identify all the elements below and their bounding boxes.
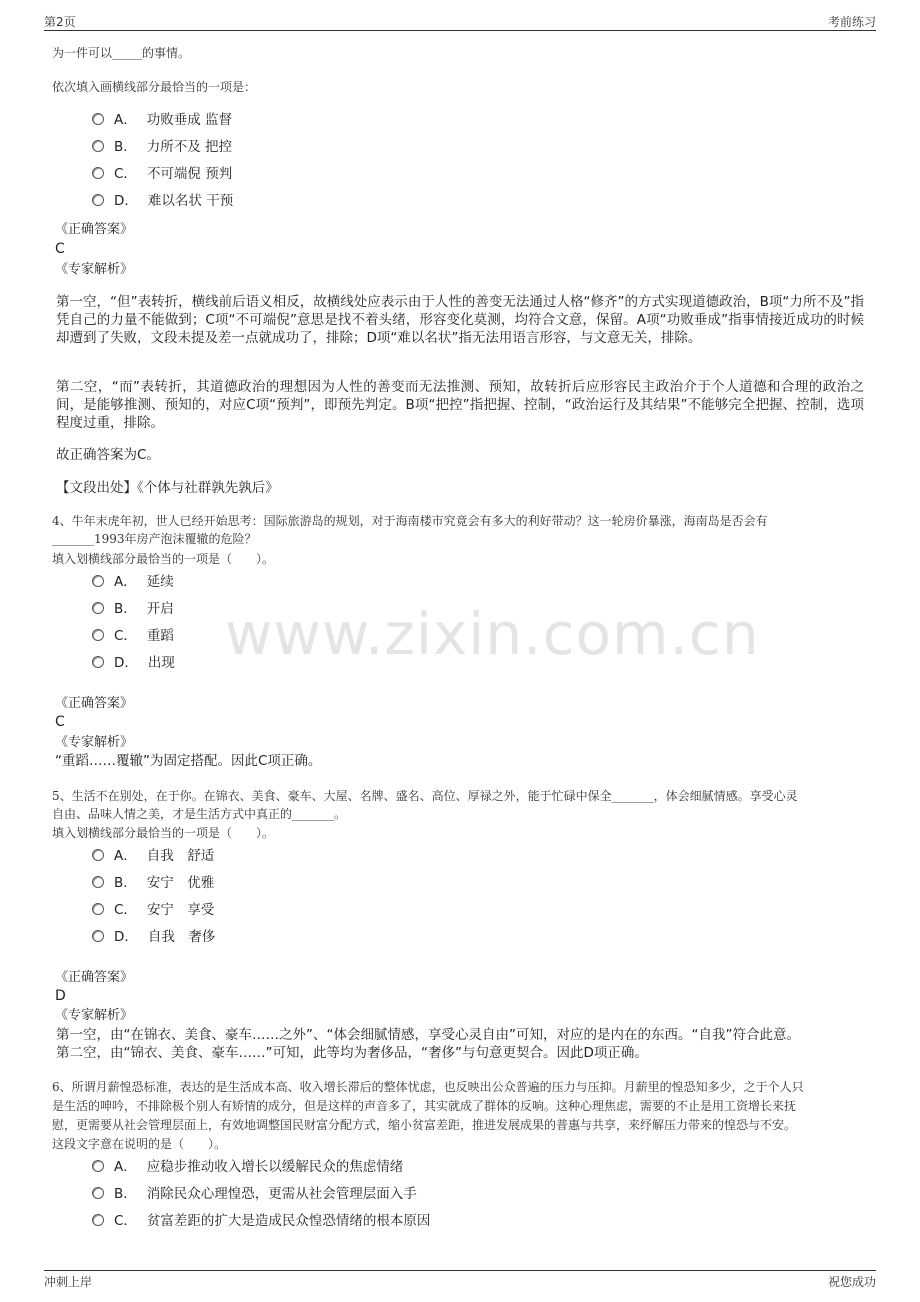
- q4-option-c[interactable]: C． 重蹈: [92, 626, 174, 646]
- radio-icon[interactable]: [92, 167, 104, 179]
- radio-icon[interactable]: [92, 602, 104, 614]
- q5-analysis-line-2: 第二空，由“锦衣、美食、豪车……”可知，此等均为奢侈品，“奢侈”与句意更契合。因此D项正确。: [56, 1045, 648, 1061]
- q3-option-b[interactable]: B． 力所不及 把控: [92, 137, 232, 157]
- q3-source: 【文段出处】《个体与社群孰先孰后》: [56, 480, 279, 496]
- q3-option-d[interactable]: D． 难以名状 干预: [92, 191, 233, 211]
- q5-answer: D: [55, 988, 66, 1004]
- page-header: [44, 10, 876, 31]
- radio-icon[interactable]: [92, 140, 104, 152]
- q5-prompt: 填入划横线部分最恰当的一项是（ ）。: [52, 826, 275, 840]
- radio-icon[interactable]: [92, 1187, 104, 1199]
- radio-icon[interactable]: [92, 656, 104, 668]
- q4-stem-line-1: 4、牛年末虎年初，世人已经开始思考：国际旅游岛的规划，对于海南楼市究竟会有多大的利好带动？这一轮房价暴涨，海南岛是否会有: [52, 514, 768, 528]
- q6-stem-line-1: 6、所谓月薪惶恐标准，表达的是生活成本高、收入增长滞后的整体忧虑，也反映出公众普遍的压力与压抑。月薪里的惶恐知多少，之于个人只: [52, 1080, 804, 1094]
- q4-option-d[interactable]: D． 出现: [92, 653, 175, 673]
- q5-analysis-heading: 《专家解析》: [55, 1008, 134, 1023]
- q3-answer-heading: 《正确答案》: [55, 222, 134, 237]
- q5-stem-line-1: 5、生活不在别处，在于你。在锦衣、美食、豪车、大屋、名牌、盛名、高位、厚禄之外，能于忙碌中保全_______，体会细腻情感。享受心灵: [52, 789, 798, 803]
- q5-option-d[interactable]: D． 自我 奢侈: [92, 927, 215, 947]
- q6-option-b[interactable]: B． 消除民众心理惶恐，更需从社会管理层面入手: [92, 1184, 417, 1204]
- q3-option-a[interactable]: A． 功败垂成 监督: [92, 110, 232, 130]
- q4-prompt: 填入划横线部分最恰当的一项是（ ）。: [52, 552, 275, 566]
- q5-stem-line-2: 自由、品味人情之美，才是生活方式中真正的_______。: [52, 807, 347, 821]
- q4-answer-heading: 《正确答案》: [55, 696, 134, 711]
- radio-icon[interactable]: [92, 575, 104, 587]
- q3-analysis-paragraph-1: 第一空，“但”表转折，横线前后语义相反，故横线处应表示由于人性的善变无法通过人格“修齐”的方式实现道德政治，B项“力所不及”指凭自己的力量不能做到；C项“不可端倪”意思是找不着头绪，形容变化莫测，均符合文意，保留。A项“功败垂成”指事情接近成功的时候却遭到了失败，文段未提及差一点就成功了，排除；D项“难以名状”指无法用语言形容，与文意无关，排除。: [56, 294, 864, 346]
- q5-option-c[interactable]: C． 安宁 享受: [92, 900, 214, 920]
- q6-stem-line-2: 是生活的呻吟，不排除极个别人有矫情的成分，但是这样的声音多了，其实就成了群体的反响。这种心理焦虑，需要的不止是用工资增长来抚: [52, 1099, 797, 1113]
- q4-stem-line-2: _______1993年房产泡沫覆辙的危险？: [52, 532, 257, 546]
- q3-conclusion: 故正确答案为C。: [56, 447, 160, 463]
- header-title: 考前练习: [827, 15, 876, 29]
- q3-prompt: 依次填入画横线部分最恰当的一项是：: [52, 80, 257, 94]
- q3-analysis-heading: 《专家解析》: [55, 262, 134, 277]
- radio-icon[interactable]: [92, 903, 104, 915]
- radio-icon[interactable]: [92, 1160, 104, 1172]
- q4-answer: C: [55, 714, 65, 730]
- radio-icon[interactable]: [92, 113, 104, 125]
- q3-option-c[interactable]: C． 不可端倪 预判: [92, 164, 232, 184]
- radio-icon[interactable]: [92, 930, 104, 942]
- radio-icon[interactable]: [92, 1214, 104, 1226]
- radio-icon[interactable]: [92, 629, 104, 641]
- footer-right-text: 祝您成功: [827, 1275, 876, 1289]
- footer-left-text: 冲刺上岸: [44, 1275, 93, 1289]
- q5-answer-heading: 《正确答案》: [55, 970, 134, 985]
- q3-analysis-paragraph-2: 第二空，“而”表转折，其道德政治的理想因为人性的善变而无法推测、预知，故转折后应形容民主政治介于个人道德和合理的政治之间，是能够推测、预知的，对应C项“预判”，即预先判定。B项“把控”指把握、控制，“政治运行及其结果”不能够完全把握、控制，选项程度过重，排除。: [56, 379, 864, 431]
- page-footer: [44, 1270, 876, 1293]
- q3-stem-tail: 为一件可以_____的事情。: [52, 46, 191, 60]
- radio-icon[interactable]: [92, 194, 104, 206]
- q4-option-b[interactable]: B． 开启: [92, 599, 174, 619]
- q4-analysis: “重蹈……覆辙”为固定搭配。因此C项正确。: [55, 753, 322, 769]
- q5-analysis-line-1: 第一空，由“在锦衣、美食、豪车……之外”、“体会细腻情感，享受心灵自由”可知，对应的是内在的东西。“自我”符合此意。: [56, 1027, 800, 1043]
- q6-stem-line-3: 慰，更需要从社会管理层面上，有效地调整国民财富分配方式，缩小贫富差距，推进发展成果的普惠与共享，来纾解压力带来的惶恐与不安。: [52, 1118, 797, 1132]
- q4-analysis-heading: 《专家解析》: [55, 735, 134, 750]
- page-number: 第2页: [44, 15, 76, 29]
- radio-icon[interactable]: [92, 849, 104, 861]
- q6-option-a[interactable]: A． 应稳步推动收入增长以缓解民众的焦虑情绪: [92, 1157, 403, 1177]
- watermark: www.zixin.com.cn: [225, 600, 760, 668]
- q5-option-a[interactable]: A． 自我 舒适: [92, 846, 214, 866]
- q4-option-a[interactable]: A． 延续: [92, 572, 174, 592]
- q3-answer: C: [55, 241, 65, 257]
- q5-option-b[interactable]: B． 安宁 优雅: [92, 873, 214, 893]
- radio-icon[interactable]: [92, 876, 104, 888]
- q6-option-c[interactable]: C． 贫富差距的扩大是造成民众惶恐情绪的根本原因: [92, 1211, 430, 1231]
- q6-prompt: 这段文字意在说明的是（ ）。: [52, 1137, 227, 1151]
